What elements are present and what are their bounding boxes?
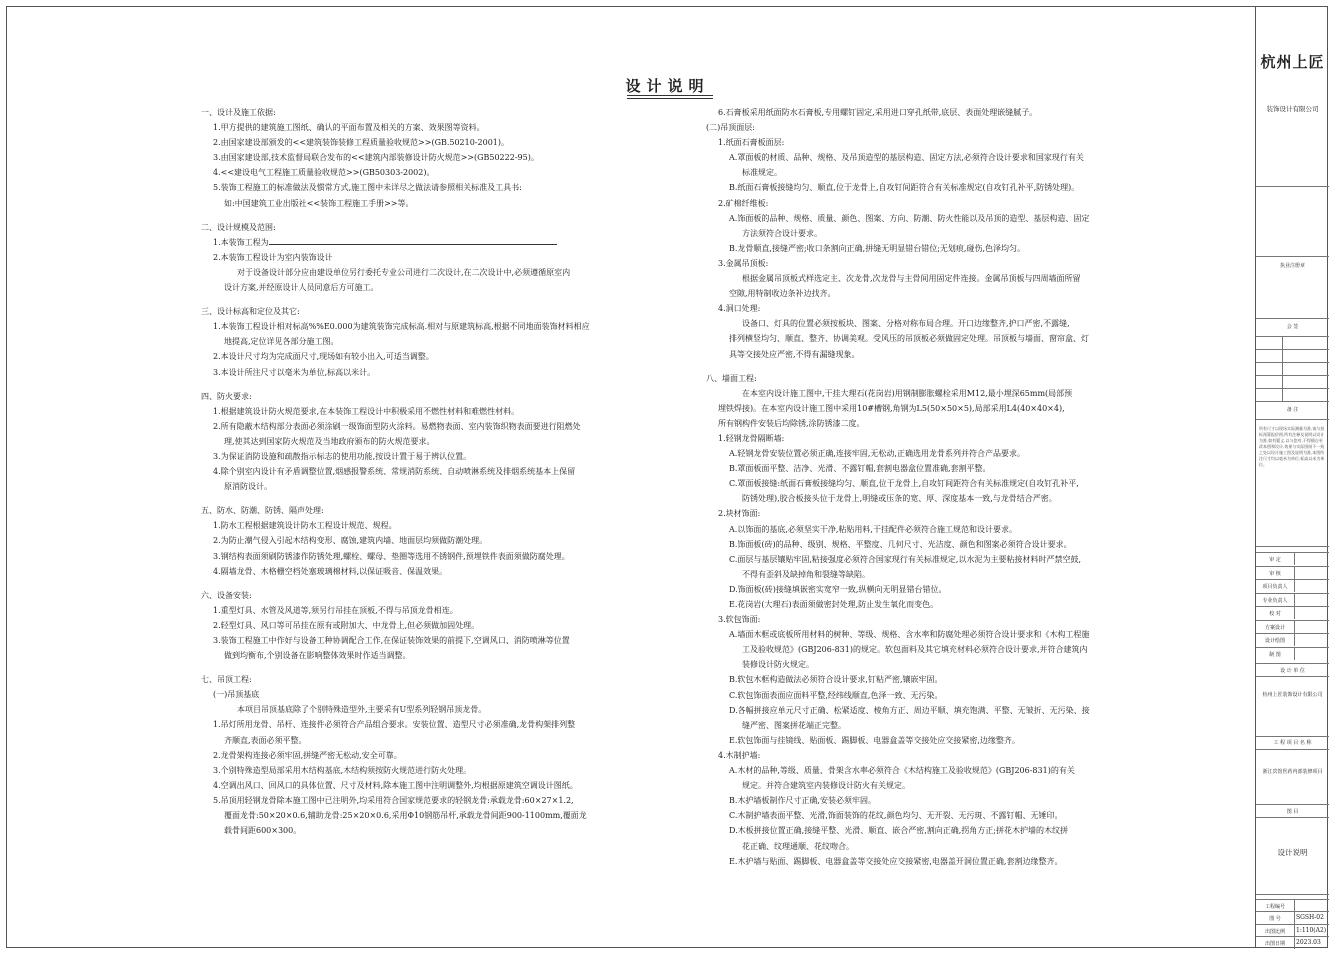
text-line <box>706 627 1176 642</box>
text-line <box>201 250 641 265</box>
line-text: E.木护墙与贴面、踢脚板、电器盒盖等交接处应交接紧密,电器盖开洞位置正确,套割边缘整齐。 <box>729 856 1063 866</box>
divider <box>1256 736 1329 737</box>
line-text: 工及验收规范》(GBJ206-831)的规定。软包面料及其它填充材料必须符合设计要求,并符合建筑内 <box>742 645 1088 655</box>
text-line <box>201 763 641 778</box>
text-line <box>706 657 1176 672</box>
text-line <box>201 120 641 135</box>
line-text: 2.轻型灯具、风口等可吊挂在原有或附加大、中龙骨上,但必须做加固处理。 <box>213 620 480 630</box>
section-gap <box>201 494 641 503</box>
text-line <box>201 533 641 548</box>
line-text: 3.个别特殊造型局部采用木结构基底,木结构须按防火规范进行防火处理。 <box>213 765 472 775</box>
line-text: B.龙骨顺直,接缝严密;收口条割向正确,拼缝无明显错台错位;无划痕,碰伤,色泽均匀。 <box>729 243 1025 253</box>
text-line <box>201 633 641 648</box>
text-line <box>706 446 1176 461</box>
text-line <box>201 165 641 180</box>
line-text: 做到均衡布,个别设备在影响整体效果时作适当调整。 <box>224 651 411 661</box>
line-text: A.以饰面的基底,必须坚实干净,粘贴用料,干挂配件必须符合施工规范和设计要求。 <box>729 524 1017 534</box>
text-line <box>706 703 1176 718</box>
left-text-column <box>201 105 641 838</box>
design-unit-label: 设 计 单 位 <box>1280 668 1305 674</box>
line-text: E.花岗岩(大理石)表面须做密封处理,防止发生氧化而变色。 <box>729 600 939 609</box>
meta-label: 出图比例 <box>1264 928 1285 935</box>
line-text: A.木材的品种,等级、质量、骨架含水率必须符合《木结构施工及验收规范》(GBJ206-831)的有关 <box>729 766 1075 776</box>
divider <box>1256 804 1329 805</box>
line-text: 根据金属吊顶板式样选定主、次龙骨,次龙骨与主骨间用固定件连接。金属吊顶板与四周墙面所留 <box>742 274 1081 284</box>
text-line <box>706 401 1176 416</box>
text-line <box>706 241 1176 256</box>
line-text: 3.为保证消防设施和疏散指示标志的使用功能,按设计置于易于辨认位置。 <box>213 451 472 461</box>
text-line <box>706 165 1176 180</box>
line-text: 1.吊灯所用龙骨、吊杆、连接件必须符合产品组合要求。安装位置、造型尺寸必须准确,龙骨构架排列整 <box>213 720 576 730</box>
line-text: (二)吊顶面层: <box>706 123 755 133</box>
drawing-label: 图 目 <box>1286 809 1299 815</box>
approval-row <box>1256 593 1329 606</box>
company-name-sub: 装饰设计有限公司 <box>1266 105 1319 113</box>
divider <box>1256 256 1329 257</box>
text-line <box>201 449 641 464</box>
section-heading <box>706 120 1176 135</box>
line-text: 1.纸面石膏板面层: <box>718 138 785 148</box>
line-text: 2.龙骨架构连接必须牢固,拼缝严密无松动,安全可靠。 <box>213 750 402 760</box>
text-line <box>201 518 641 533</box>
text-line <box>201 349 641 364</box>
text-line <box>706 522 1176 537</box>
text-line <box>706 105 1176 120</box>
text-line <box>201 687 641 702</box>
meta-value: 1:110(A2) <box>1296 926 1327 934</box>
project-label: 工 程 项 目 名 称 <box>1273 740 1312 746</box>
text-line <box>201 603 641 618</box>
section-heading <box>201 389 641 404</box>
remarks-text: 所有尺寸以现场实际测量为准,请与投标预算报价图,所有注释及说明以设计为准,如有疑义,以与您对,不得擅自更改本图和设计,效果与实际图纸不一致之处以设计施工图及说明为准,本图所注尺寸均以毫米为单位,标高以米为单位。 <box>1259 426 1325 467</box>
page-title: 设计说明 <box>625 77 710 95</box>
text-line <box>201 196 641 211</box>
text-line <box>706 211 1176 226</box>
line-text: 装修设计防火规定。 <box>742 660 814 670</box>
line-text: A.墙面木框或底板所用材料的树种、等级、规格、含水率和防腐处理必须符合设计要求和《木构工程施 <box>729 630 1090 640</box>
text-line <box>706 763 1176 778</box>
line-text: D.各幅拼接应单元尺寸正确、松紧适度、棱角方正、周边平顺、填充饱满、平整、无皱折、无污染、接 <box>729 705 1090 715</box>
text-line <box>201 618 641 633</box>
text-line <box>706 733 1176 748</box>
line-text: C.面层与基层镶贴牢固,粘接强度必须符合国家现行有关标准规定,以水泥为主要粘接材料时严禁空鼓, <box>729 554 1082 564</box>
meta-value: SGSH-02 <box>1296 914 1324 922</box>
divider <box>1256 749 1329 750</box>
line-text: A.饰面板的品种、规格、质量、颜色、图案、方向、防潮、防火性能以及吊顶的造型、基层构造、固定 <box>729 213 1090 223</box>
divider <box>1256 362 1329 363</box>
text-line <box>706 386 1176 401</box>
line-text: B.纸面石膏板接缝均匀、顺直,位于龙骨上,自攻钉间距符合有关标准规定(自攻钉孔补平,防锈处理)。 <box>729 183 1080 193</box>
approval-row <box>1256 647 1329 660</box>
meta-row <box>1256 899 1329 912</box>
line-text: 4.空调出风口、回风口的具体位置、尺寸及材料,除本施工图中注明调整外,均根据原建筑空调设计图纸。 <box>213 780 578 790</box>
meta-label: 图 号 <box>1269 916 1281 923</box>
text-line <box>706 537 1176 552</box>
divider <box>1256 401 1329 402</box>
line-text: 4.<<建设电气工程施工质量验收规范>>(GB50303-2002)。 <box>213 168 435 178</box>
text-line <box>706 567 1176 582</box>
text-line <box>201 648 641 663</box>
text-line <box>706 431 1176 446</box>
line-text: 具等交接处应严密,不得有漏缝现象。 <box>729 349 860 359</box>
line-text: 1.重型灯具、水管及风道等,须另行吊挂在顶板,不得与吊顶龙骨相连。 <box>213 605 458 615</box>
section-gap <box>201 579 641 588</box>
line-text: 3.金属吊顶板: <box>718 258 769 268</box>
line-text: 缝严密、图案拼花端正完整。 <box>742 720 846 730</box>
line-text: 理,使其达到国家防火规范及当地政府颁布的防火规范要求。 <box>224 436 435 446</box>
remarks-label: 备 注 <box>1286 407 1299 413</box>
section-gap <box>706 362 1176 371</box>
blank-underline <box>269 236 557 245</box>
divider <box>1256 663 1329 664</box>
text-line <box>201 479 641 494</box>
line-text: 五、防水、防潮、防锈、隔声处理: <box>201 506 324 516</box>
text-line <box>706 718 1176 733</box>
text-line <box>706 226 1176 241</box>
meta-row <box>1256 911 1329 924</box>
line-text: 载骨间距600×300。 <box>224 826 302 836</box>
line-text: 八、墙面工程: <box>706 373 757 383</box>
text-line <box>706 642 1176 657</box>
line-text: 地提高,定位详见各部分施工图。 <box>224 337 339 347</box>
title-underline <box>627 95 713 99</box>
text-line <box>706 150 1176 165</box>
text-line <box>201 778 641 793</box>
text-line <box>201 808 641 823</box>
text-line <box>706 331 1176 346</box>
meta-label: 出图日期 <box>1264 940 1285 947</box>
text-line <box>706 271 1176 286</box>
line-text: E.软包饰面与挂镜线、贴面板、踢脚板、电器盒盖等交接处应交接紧密,边缘整齐。 <box>729 735 1020 745</box>
line-text: B.罩面板面平整、洁净、光滑、不露钉帽,套割电器盒位置准确,套割平整。 <box>729 464 991 474</box>
line-text: 原消防设计。 <box>224 482 272 492</box>
line-text: 3.由国家建设部,技术监督局联合发布的<<建筑内部装修设计防火规范>>(GB50222-95)。 <box>213 153 539 163</box>
text-line <box>706 196 1176 211</box>
text-line <box>706 491 1176 506</box>
approval-row-label: 校 对 <box>1269 611 1281 617</box>
approval-row-label: 方案设计 <box>1264 624 1285 631</box>
text-line <box>201 365 641 380</box>
divider <box>1256 894 1329 895</box>
line-text: 如:中国建筑工业出版社<<装饰工程施工手册>>等。 <box>224 198 414 208</box>
countersign-label: 会 签 <box>1286 324 1299 330</box>
line-text: 本项目吊顶基底除了个别特殊造型外,主要采有U型系列轻钢吊顶龙骨。 <box>237 705 487 715</box>
design-unit: 杭州上匠装饰设计有限公司 <box>1262 692 1323 698</box>
section-heading <box>201 503 641 518</box>
text-line <box>201 564 641 579</box>
text-line <box>706 778 1176 793</box>
text-line <box>706 612 1176 627</box>
text-line <box>706 582 1176 597</box>
text-line <box>201 434 641 449</box>
divider <box>1256 676 1329 677</box>
text-line <box>706 461 1176 476</box>
text-line <box>706 301 1176 316</box>
section-heading <box>201 105 641 120</box>
line-text: 防锈处理),胶合板接头位于龙骨上,明缝或压条的宽、厚、深度基本一致,与龙骨结合严密。 <box>742 494 1057 504</box>
line-text: 二、设计规模及范围: <box>201 222 276 232</box>
line-text: 4.木制护墙: <box>718 750 761 760</box>
line-text: B.软包木框构造做法必须符合设计要求,钉粘严密,镶嵌牢固。 <box>729 675 943 685</box>
text-line <box>201 823 641 838</box>
text-line <box>706 476 1176 491</box>
divider <box>1256 817 1329 818</box>
line-text: 花正确、纹理通顺、花纹吻合。 <box>742 841 854 851</box>
line-text: 2.所有隐蔽木结构部分表面必须涂刷一级饰面型防火涂料。易燃物表面、室内装饰织物表面要进行阻燃处 <box>213 421 581 431</box>
divider <box>1256 546 1329 547</box>
section-heading <box>201 588 641 603</box>
text-line <box>201 748 641 763</box>
line-text: B.木护墙板制作尺寸正确,安装必须牢固。 <box>729 796 876 806</box>
text-line <box>706 688 1176 703</box>
text-line <box>201 793 641 808</box>
line-text: 1.本装饰工程为 <box>213 237 269 247</box>
project-name: 浙江宾馆医药内部装修项目 <box>1262 769 1323 775</box>
text-line <box>706 256 1176 271</box>
text-line <box>706 180 1176 195</box>
line-text: B.饰面板(砖)的品种、级别、规格、平整度、几何尺寸、光洁度、颜色和图案必须符合设计要求。 <box>729 539 1072 549</box>
line-text: 方法须符合设计要求。 <box>742 228 822 238</box>
line-text: 1.根据建筑设计防火规范要求,在本装饰工程设计中积极采用不燃性材料和难燃性材料。 <box>213 406 520 416</box>
line-text: (一)吊顶基底 <box>213 690 260 700</box>
line-text: A.轻钢龙骨安装位置必须正确,连接牢固,无松动,正确选用龙骨系列并符合产品要求。 <box>729 449 1025 459</box>
approval-row-label: 专业负责人 <box>1262 597 1288 604</box>
line-text: 三、设计标高和定位及其它: <box>201 307 300 317</box>
text-line <box>706 748 1176 763</box>
section-heading <box>201 304 641 319</box>
section-heading <box>706 371 1176 386</box>
text-line <box>706 839 1176 854</box>
line-text: 不得有歪斜及缺掉角和裂缝等缺陷。 <box>742 569 870 579</box>
text-line <box>201 464 641 479</box>
line-text: 一、设计及施工依据: <box>201 108 276 117</box>
line-text: 3.钢结构表面须刷防锈漆作防锈处理,螺栓、螺母、垫圈等选用不锈钢件,预埋铁件表面须做防腐处理。 <box>213 551 570 561</box>
drawing-name: 设计说明 <box>1277 848 1308 857</box>
text-line <box>201 135 641 150</box>
text-line <box>201 549 641 564</box>
text-line <box>706 597 1176 612</box>
text-line <box>706 672 1176 687</box>
divider <box>1256 419 1329 420</box>
text-line <box>201 733 641 748</box>
text-line <box>706 808 1176 823</box>
meta-row <box>1256 924 1329 937</box>
meta-row <box>1256 936 1329 949</box>
right-text-column <box>706 105 1176 869</box>
text-line <box>201 717 641 732</box>
company-name-large: 杭州上匠 <box>1260 53 1325 71</box>
text-line <box>706 552 1176 567</box>
section-gap <box>201 380 641 389</box>
text-line <box>706 316 1176 331</box>
line-text: D.饰面板(砖)接缝填嵌密实宽窄一致,纵横向无明显错台错位。 <box>729 584 947 594</box>
line-text: 齐顺直,表面必须平整。 <box>224 735 307 745</box>
line-text: 设备口、灯具的位置必须按板块、图案、分格对称布局合理。开口边缘整齐,护口严密,不露缝, <box>742 319 1070 329</box>
line-text: 2.矿棉纤维板: <box>718 198 769 208</box>
divider <box>1256 375 1329 376</box>
line-text: 在本室内设计施工图中,干挂大理石(花岗岩)用钢制膨胀螺栓采用M12,最小埋深65mm(局部预 <box>742 388 1073 398</box>
approval-row <box>1256 566 1329 579</box>
line-text: 排列横竖均匀、顺直、整齐、协调美观。受风压的吊顶板必须做固定处理。吊顶板与墙面、窗帘盒、灯 <box>729 334 1089 344</box>
text-line <box>201 150 641 165</box>
approval-row-label: 设计绘图 <box>1264 638 1285 644</box>
line-text: 3.装饰工程施工中作好与设备工种协调配合工作,在保证装饰效果的前提下,空调风口、消防喷淋等位置 <box>213 636 570 645</box>
line-text: 3.本设计所注尺寸以毫米为单位,标高以米计。 <box>213 367 376 377</box>
line-text: 6.石膏板采用纸面防水石膏板,专用螺钉固定,采用进口穿孔纸带,底层、表面处理嵌缝腻子。 <box>718 108 1038 117</box>
text-line <box>201 235 641 250</box>
approval-row-label: 制 图 <box>1269 651 1281 658</box>
section-heading <box>201 672 641 687</box>
text-line <box>201 280 641 295</box>
line-text: 标准规定。 <box>742 168 782 178</box>
text-line <box>706 506 1176 521</box>
title-block <box>1255 6 1328 948</box>
line-text: 所有钢构件安装后均除锈,涂防锈漆二度。 <box>718 418 865 428</box>
approval-row-label: 审 定 <box>1269 557 1281 563</box>
line-text: 1.本装饰工程设计相对标高%%E0.000为建筑装饰完成标高.相对与原建筑标高,根据不同地面装饰材料相应 <box>213 322 590 332</box>
section-gap <box>201 663 641 672</box>
meta-value: 2023.03 <box>1296 938 1321 946</box>
approval-row <box>1256 606 1329 619</box>
line-text: C.罩面板接缝:纸面石膏板接缝均匀、顺直,位于龙骨上,自攻钉间距符合有关标准规定(自攻钉孔补平, <box>729 479 1079 489</box>
line-text: 空隙,用特制收边条补边找齐。 <box>729 289 836 299</box>
text-line <box>201 180 641 195</box>
text-line <box>201 404 641 419</box>
line-text: 4.隔墙龙骨、木格栅空档处塞玻璃棉材料,以保证吸音、保温效果。 <box>213 566 448 576</box>
text-line <box>706 416 1176 431</box>
section-gap <box>201 295 641 304</box>
line-text: 2.由国家建设部颁发的<<建筑装饰装修工程质量验收规范>>(GB.50210-2001)。 <box>213 138 510 148</box>
text-line <box>706 854 1176 869</box>
line-text: 2.块材饰面: <box>718 509 761 519</box>
text-line <box>706 823 1176 838</box>
line-text: 1.防水工程根据建筑设计防水工程设计规范、规程。 <box>213 521 397 531</box>
meta-label: 工程编号 <box>1264 904 1285 910</box>
approval-row <box>1256 620 1329 633</box>
line-text: 覆面龙骨:50×20×0.6,辅助龙骨:25×20×0.6,采用Φ10钢筋吊杆,承载龙骨间距900-1100mm,覆面龙 <box>224 811 587 821</box>
line-text: 2.本装饰工程设计为室内装饰设计 <box>213 252 333 262</box>
text-line <box>706 347 1176 362</box>
section-heading <box>201 220 641 235</box>
text-line <box>201 419 641 434</box>
line-text: C.木制护墙表面平整、光滑,饰面装饰的花纹,颜色均匀、无开裂、无污斑、不露钉帽、无锤印。 <box>729 811 1063 821</box>
line-text: 4.除个别室内设计有矛盾调整位置,烟感报警系统、常规消防系统、自动喷淋系统及排烟系统基本上保留 <box>213 467 576 477</box>
line-text: 六、设备安装: <box>201 590 252 600</box>
text-line <box>706 135 1176 150</box>
approval-row-label: 项目负责人 <box>1262 584 1288 590</box>
text-line <box>201 265 641 280</box>
approval-row <box>1256 633 1329 646</box>
text-line <box>706 793 1176 808</box>
approval-row <box>1256 552 1329 565</box>
line-text: 对于设备设计部分应由建设单位另行委托专业公司进行二次设计,在二次设计中,必须遵循原室内 <box>237 267 571 277</box>
divider <box>1256 336 1329 337</box>
line-text: 5.装饰工程施工的标准做法及惯常方式,施工图中未详尽之做法请参照相关标准及工具书: <box>213 183 522 193</box>
approval-row-label: 审 核 <box>1269 570 1281 577</box>
line-text: 3.软包饰面: <box>718 615 761 625</box>
divider <box>1256 186 1329 187</box>
line-text: 2.本设计尺寸均为完成面尺寸,现场如有较小出入,可适当调整。 <box>213 352 434 362</box>
text-line <box>706 286 1176 301</box>
text-line <box>201 319 641 334</box>
line-text: 七、吊顶工程: <box>201 675 252 685</box>
line-text: C.软包饰面表面应面料平整,经纬线顺直,色泽一致、无污染。 <box>729 690 943 700</box>
line-text: D.木板拼接位置正确,接缝平整、光滑、顺直、嵌合严密,割向正确,拐角方正;拼花木护墙的木纹拼 <box>729 826 1068 836</box>
line-text: 设计方案,并经原设计人员同意后方可施工。 <box>224 283 379 293</box>
line-text: 2.为防止潮气侵入引起木结构变形、腐蚀,建筑内墙、地面层均须做防潮处理。 <box>213 536 488 546</box>
line-text: A.罩面板的材质、品种、规格、及吊顶造型的基层构造、固定方法,必须符合设计要求和国家现行有关 <box>729 153 1084 163</box>
section-gap <box>201 211 641 220</box>
line-text: 规定。并符合建筑室内装修设计防火有关规定。 <box>742 781 910 791</box>
line-text: 四、防火要求: <box>201 391 252 401</box>
approval-row <box>1256 579 1329 592</box>
line-text: 埋铁焊接)。在本室内设计施工图中采用10#槽钢,角钢为L5(50×50×5),局部采用L4(40×40×4), <box>718 403 1065 413</box>
line-text: 1.轻钢龙骨隔断墙: <box>718 433 785 443</box>
text-line <box>201 334 641 349</box>
text-line <box>201 702 641 717</box>
divider <box>1256 388 1329 389</box>
line-text: 5.吊顶用轻钢龙骨除本施工图中已注明外,均采用符合国家规范要求的轻钢龙骨:承载龙骨:60×27×1.2, <box>213 795 574 805</box>
line-text: 1.甲方提供的建筑施工图纸、确认的平面布置及相关的方案、效果图等资料。 <box>213 123 485 133</box>
divider <box>1256 349 1329 350</box>
stamp-label: 执业注册章 <box>1279 263 1305 269</box>
line-text: 4.洞口处理: <box>718 304 761 314</box>
divider <box>1256 318 1329 319</box>
